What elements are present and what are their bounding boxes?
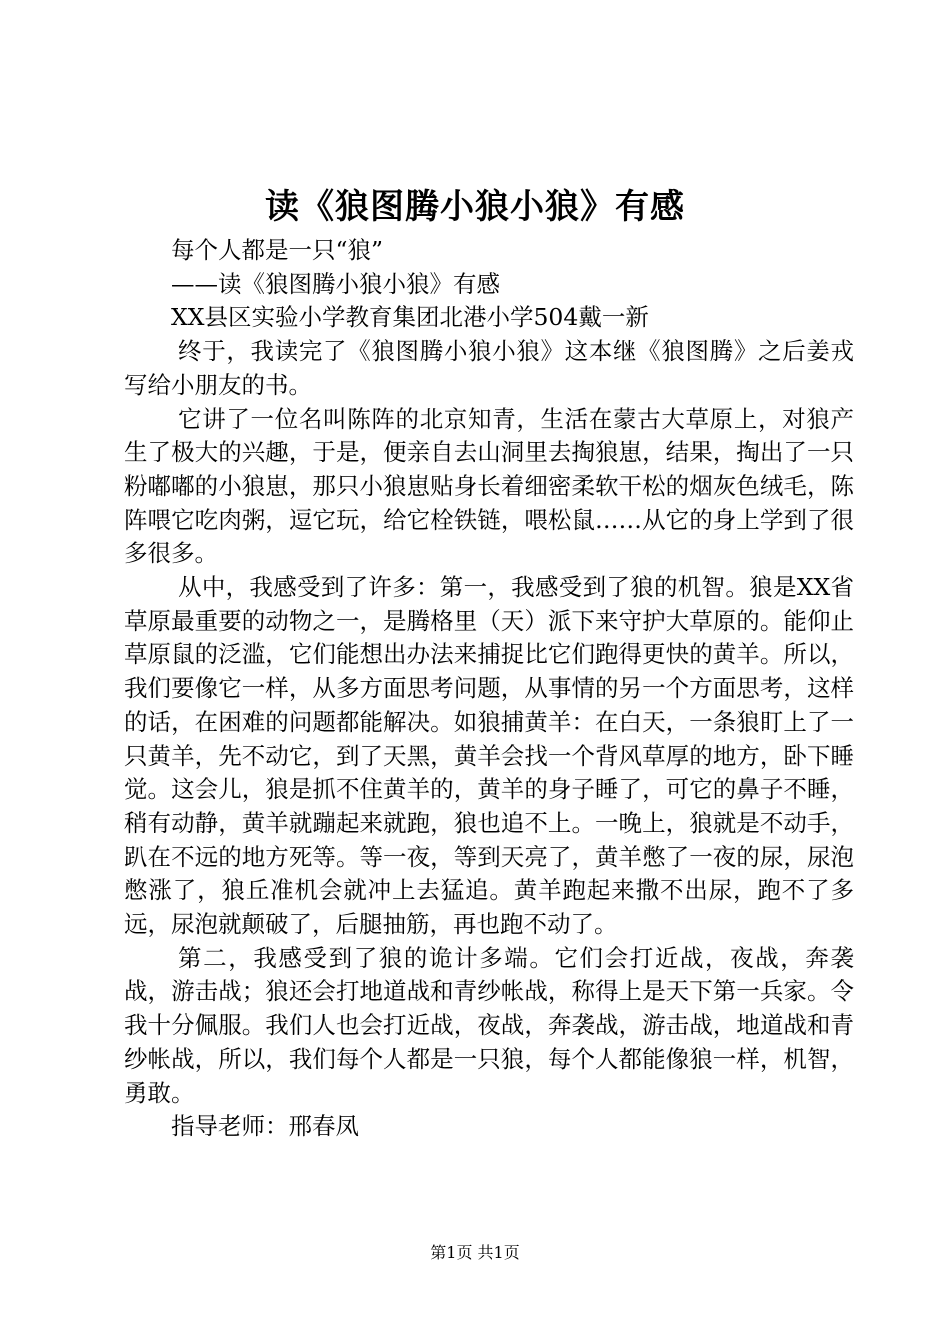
subtitle-line: 每个人都是一只“狼”: [171, 236, 384, 264]
paragraph-1: 终于，我读完了《狼图腾小狼小狼》这本继《狼图腾》之后姜戎写给小朋友的书。: [124, 337, 854, 399]
author-line: XX县区实验小学教育集团北港小学504戴一新: [171, 303, 649, 332]
document-title: 读《狼图腾小狼小狼》有感: [265, 187, 685, 227]
teacher-line: 指导老师：邢春凤: [171, 1112, 359, 1141]
document-body: [124, 234, 854, 1144]
paragraph-3: 从中，我感受到了许多：第一，我感受到了狼的机智。狼是XX省草原最重要的动物之一，是腾格里（天）派下来守护大草原的。能仰止草原鼠的泛滥，它们能想出办法来捕捉比它们跑得更快的黄羊。所以，我们要像它一样，从多方面思考问题，从事情的另一个方面思考，这样的话，在困难的问题都能解决。如狼捕黄羊：在白天，一条狼盯上了一只黄羊，先不动它，到了天黑，黄羊会找一个背风草厚的地方，卧下睡觉。这会儿，狼是抓不住黄羊的，黄羊的身子睡了，可它的鼻子不睡，稍有动静，黄羊就蹦起来就跑，狼也追不上。一晚上，狼就是不动手，趴在不远的地方死等。等一夜，等到天亮了，黄羊憋了一夜的尿，尿泡憋涨了，狼丘准机会就冲上去猛追。黄羊跑起来撒不出尿，跑不了多远，尿泡就颠破了，后腿抽筋，再也跑不动了。: [124, 573, 854, 939]
paragraph-2: 它讲了一位名叫陈阵的北京知青，生活在蒙古大草原上，对狼产生了极大的兴趣，于是，便亲自去山洞里去掏狼崽，结果，掏出了一只粉嘟嘟的小狼崽，那只小狼崽贴身长着细密柔软干松的烟灰色绒毛，陈阵喂它吃肉粥，逗它玩，给它栓铁链，喂松鼠……从它的身上学到了很多很多。: [124, 404, 854, 568]
sub-subtitle-line: ——读《狼图腾小狼小狼》有感: [171, 269, 500, 298]
paragraph-4: 第二，我感受到了狼的诡计多端。它们会打近战，夜战，奔袭战，游击战；狼还会打地道战和青纱帐战，称得上是天下第一兵家。令我十分佩服。我们人也会打近战，夜战，奔袭战，游击战，地道战和青纱帐战，所以，我们每个人都是一只狼，每个人都能像狼一样，机智，勇敢。: [124, 943, 854, 1107]
page-footer: 第1页 共1页: [430, 1243, 520, 1262]
